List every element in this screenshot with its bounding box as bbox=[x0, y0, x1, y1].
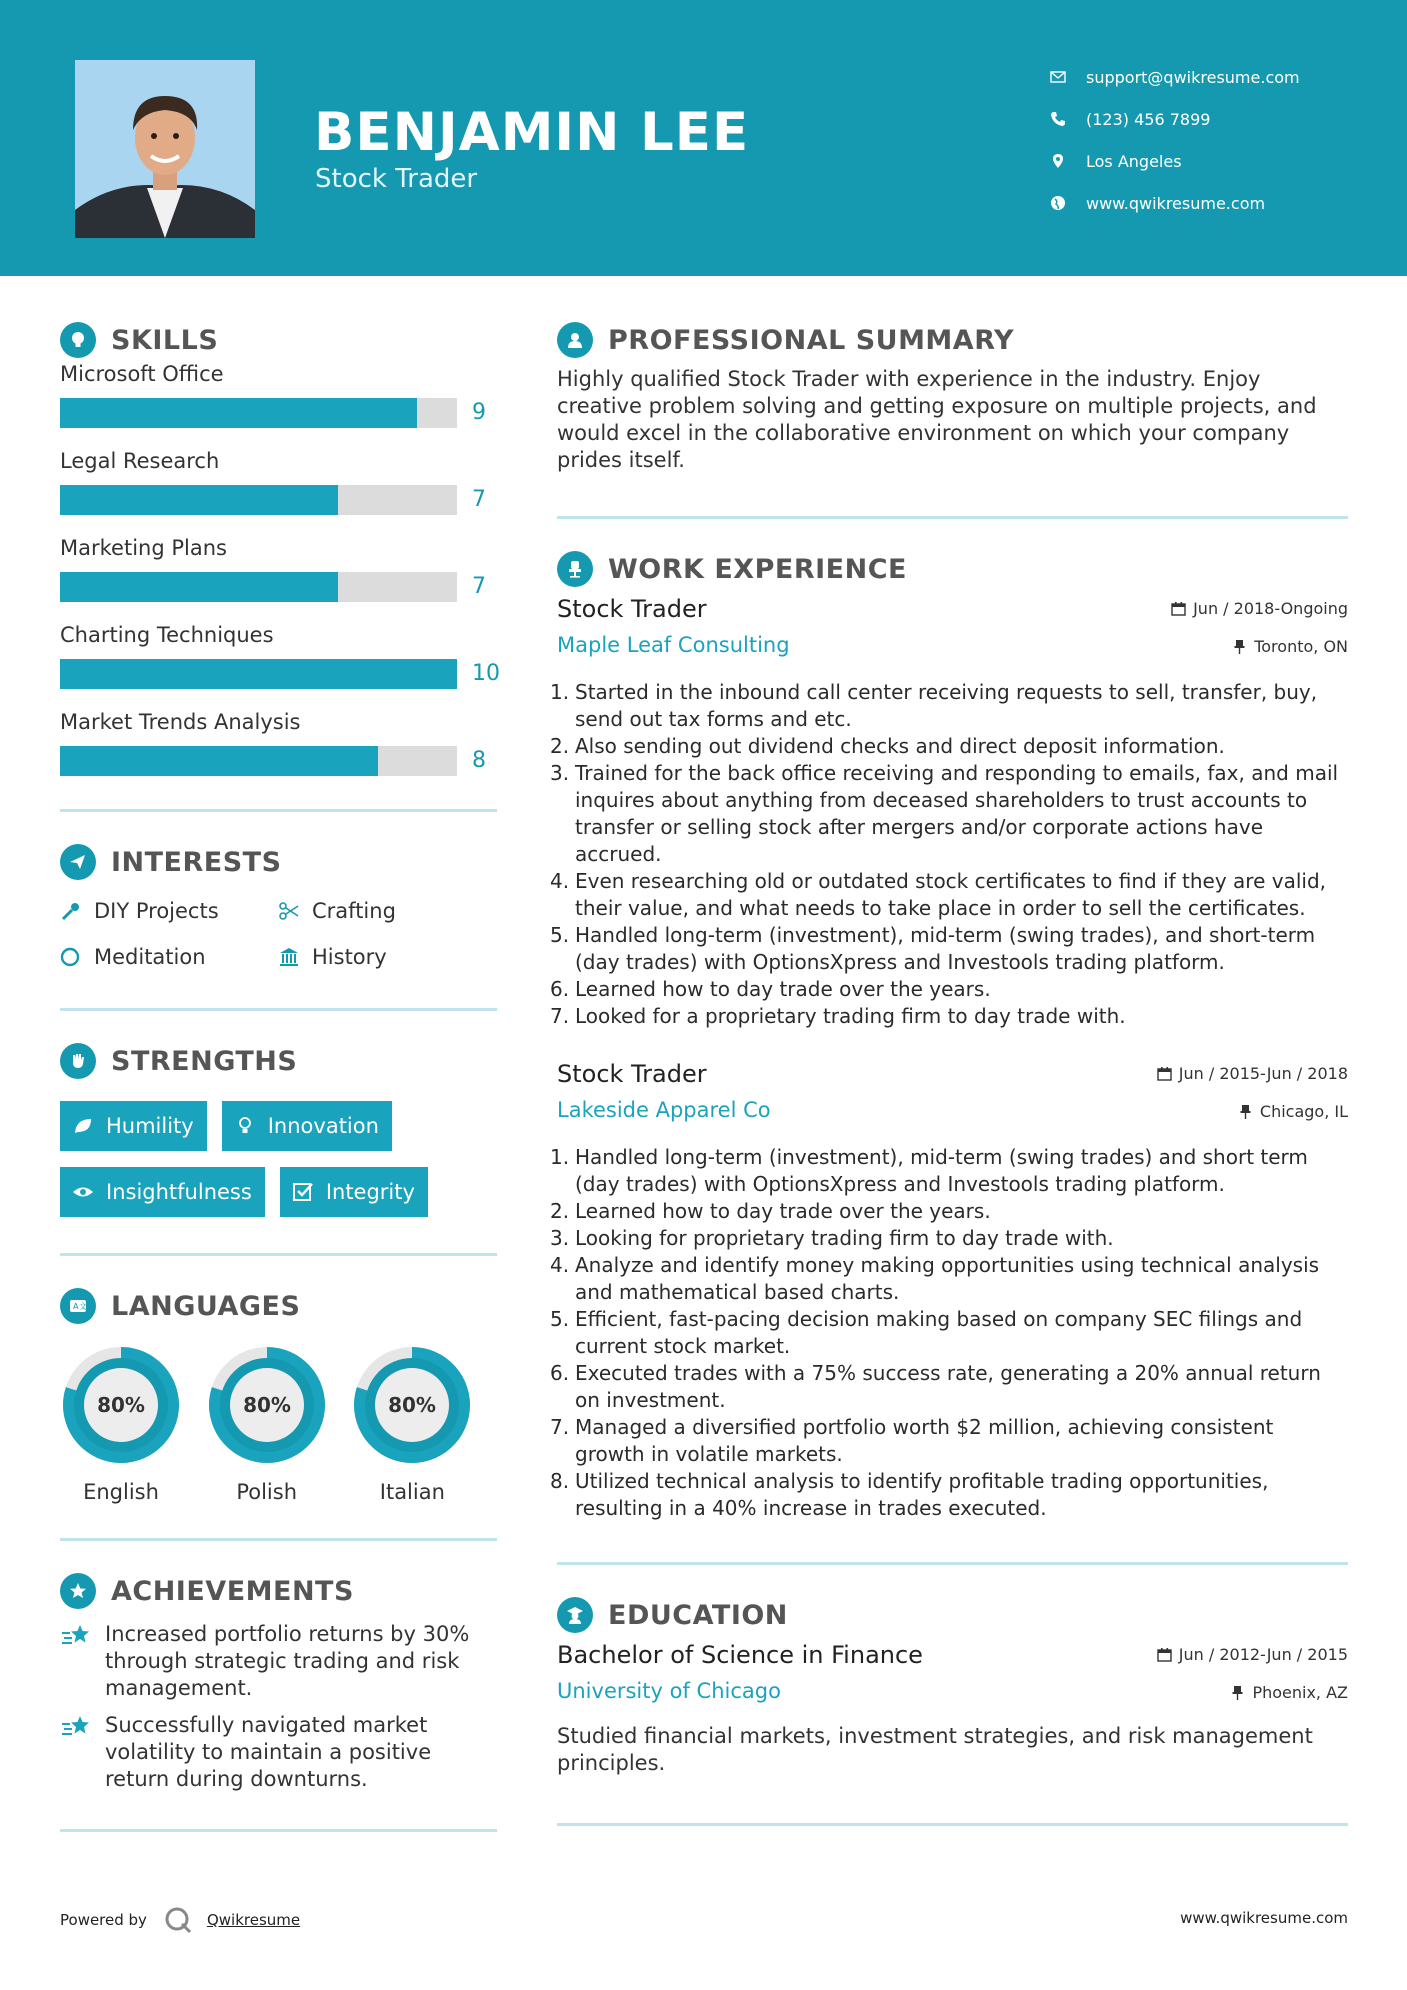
language-name: Polish bbox=[236, 1480, 298, 1504]
brand-link[interactable]: Qwikresume bbox=[206, 1911, 301, 1929]
job-location bbox=[1238, 1102, 1348, 1121]
strength-badge bbox=[222, 1101, 392, 1151]
contact-website-text: www.qwikresume.com bbox=[1086, 193, 1266, 213]
skill-item bbox=[60, 621, 500, 708]
language-level: 80% bbox=[97, 1393, 145, 1417]
skill-bar-track bbox=[60, 485, 457, 515]
leaf-icon bbox=[72, 1115, 94, 1137]
languages-heading bbox=[60, 1286, 497, 1326]
profile-photo bbox=[75, 60, 255, 238]
strength-label: Integrity bbox=[325, 1180, 415, 1204]
left-column bbox=[60, 276, 500, 1832]
strength-label: Humility bbox=[106, 1114, 194, 1138]
job-date bbox=[1171, 599, 1348, 618]
education-title: EDUCATION bbox=[608, 1599, 788, 1631]
phone-icon bbox=[1050, 111, 1086, 127]
eye-icon bbox=[72, 1181, 94, 1203]
language-item bbox=[206, 1344, 352, 1504]
scissors-icon bbox=[278, 900, 312, 922]
list-item: 5. Efficient, fast-pacing decision making based on company SEC filings and current stock market. bbox=[550, 1307, 1303, 1358]
school-name[interactable]: University of Chicago bbox=[557, 1679, 781, 1703]
language-item bbox=[60, 1344, 206, 1504]
achievements-title: ACHIEVEMENTS bbox=[111, 1575, 354, 1607]
circle-icon bbox=[60, 946, 94, 968]
job-location-text: Toronto, ON bbox=[1254, 637, 1348, 656]
wrench-icon bbox=[60, 900, 94, 922]
language-level: 80% bbox=[242, 1393, 291, 1417]
job-location bbox=[1232, 637, 1348, 656]
contact-email[interactable] bbox=[1050, 56, 1300, 98]
strengths-title: STRENGTHS bbox=[111, 1045, 298, 1077]
summary-title: PROFESSIONAL SUMMARY bbox=[608, 324, 1015, 356]
language-ring bbox=[351, 1344, 473, 1466]
list-item: 6. Executed trades with a 75% success rate, generating a 20% annual return on investment. bbox=[550, 1361, 1321, 1412]
calendar-icon bbox=[1157, 1066, 1172, 1081]
list-item: 7. Managed a diversified portfolio worth $2 million, achieving consistent growth in volatile markets. bbox=[550, 1415, 1274, 1466]
language-level: 80% bbox=[388, 1393, 437, 1417]
education-location-text: Phoenix, AZ bbox=[1252, 1683, 1348, 1702]
paper-plane-icon bbox=[60, 844, 96, 880]
list-item: 5. Handled long-term (investment), mid-term (swing trades), and short-term (day trades) with OptionsXpress and Investools trading platform. bbox=[550, 923, 1316, 974]
language-icon bbox=[60, 1288, 96, 1324]
skill-bar-fill bbox=[60, 572, 338, 602]
contact-location-text: Los Angeles bbox=[1086, 151, 1182, 171]
job-title: Stock Trader bbox=[557, 1060, 707, 1088]
strengths-heading bbox=[60, 1041, 497, 1081]
interest-item bbox=[60, 944, 278, 970]
list-item: 2. Also sending out dividend checks and direct deposit information. bbox=[550, 734, 1225, 758]
degree-title: Bachelor of Science in Finance bbox=[557, 1641, 923, 1669]
section-divider bbox=[60, 1829, 497, 1832]
skills-heading bbox=[60, 320, 497, 360]
education-description: Studied financial markets, investment strategies, and risk management principles. bbox=[557, 1724, 1313, 1775]
job-entry bbox=[550, 1060, 1348, 1522]
education-entry bbox=[557, 1641, 1348, 1777]
list-item: 3. Looking for proprietary trading firm to day trade with. bbox=[550, 1226, 1114, 1250]
interests-heading bbox=[60, 842, 497, 882]
contact-phone-text: (123) 456 7899 bbox=[1086, 109, 1211, 129]
list-item: 8. Utilized technical analysis to identify profitable trading opportunities, resulting in a 40% increase in trades executed. bbox=[550, 1469, 1269, 1520]
list-item: 1. Started in the inbound call center receiving requests to sell, transfer, buy, send out tax forms and etc. bbox=[550, 680, 1318, 731]
interests-list bbox=[60, 898, 497, 970]
svg-text:文: 文 bbox=[79, 1302, 87, 1311]
language-ring bbox=[60, 1344, 182, 1466]
museum-icon bbox=[278, 946, 312, 968]
job-company[interactable]: Maple Leaf Consulting bbox=[557, 633, 790, 657]
education-date bbox=[1157, 1645, 1348, 1664]
education-date-text: Jun / 2012-Jun / 2015 bbox=[1178, 1645, 1348, 1664]
languages-title: LANGUAGES bbox=[111, 1290, 301, 1322]
job-company[interactable]: Lakeside Apparel Co bbox=[557, 1098, 771, 1122]
skill-bar-fill bbox=[60, 485, 338, 515]
job-entry bbox=[550, 595, 1348, 1030]
lightbulb-icon bbox=[234, 1115, 256, 1137]
interest-label: DIY Projects bbox=[94, 899, 219, 923]
skill-value: 7 bbox=[472, 574, 486, 599]
interest-label: History bbox=[312, 945, 387, 969]
map-pin-icon bbox=[1050, 153, 1086, 169]
list-item: 4. Even researching old or outdated stock certificates to find if they are valid, their value, and what needs to take place in order to sell the certificates. bbox=[550, 869, 1327, 920]
experience-heading bbox=[557, 549, 1348, 589]
strength-label: Innovation bbox=[267, 1114, 379, 1138]
interest-label: Crafting bbox=[312, 899, 396, 923]
skills-list bbox=[60, 360, 500, 795]
job-location-text: Chicago, IL bbox=[1259, 1102, 1348, 1121]
resume-header bbox=[0, 0, 1407, 276]
achievement-item bbox=[60, 1712, 497, 1793]
achievement-text: Increased portfolio returns by 30% through strategic trading and risk management. bbox=[105, 1622, 470, 1700]
skill-item bbox=[60, 708, 497, 795]
interest-label: Meditation bbox=[94, 945, 206, 969]
calendar-icon bbox=[1171, 601, 1186, 616]
graduate-icon bbox=[557, 1597, 593, 1633]
skill-name: Marketing Plans bbox=[60, 536, 227, 560]
star-badge-icon bbox=[60, 1573, 96, 1609]
skill-bar-track bbox=[60, 572, 457, 602]
contact-email-text: support@qwikresume.com bbox=[1086, 67, 1300, 87]
strength-badge bbox=[60, 1101, 207, 1151]
skill-item bbox=[60, 447, 497, 534]
qwikresume-logo-icon bbox=[163, 1905, 193, 1935]
interest-item bbox=[278, 898, 478, 924]
summary-heading bbox=[557, 320, 1348, 360]
candidate-title: Stock Trader bbox=[315, 164, 478, 194]
language-ring bbox=[206, 1344, 328, 1466]
language-name: English bbox=[83, 1480, 159, 1504]
skill-name: Market Trends Analysis bbox=[60, 710, 301, 734]
language-item bbox=[351, 1344, 497, 1504]
pushpin-icon bbox=[1230, 1685, 1245, 1700]
job-date bbox=[1157, 1064, 1348, 1083]
list-item: 3. Trained for the back office receiving and responding to emails, fax, and mail inquires about anything from deceased shareholders to trust accounts to transfer or selling stock after mergers and/or corporate actions have accrued. bbox=[550, 761, 1339, 866]
skill-value: 10 bbox=[472, 661, 500, 686]
achievement-item bbox=[60, 1621, 497, 1702]
skill-value: 8 bbox=[472, 748, 486, 773]
job-bullets bbox=[550, 679, 1348, 1030]
summary-text: Highly qualified Stock Trader with experience in the industry. Enjoy creative problem solving and getting exposure on multiple projects, and would excel in the collaborative environment on which your company prides itself. bbox=[557, 367, 1317, 472]
powered-by bbox=[60, 1905, 300, 1935]
skill-name: Legal Research bbox=[60, 449, 220, 473]
list-item: 4. Analyze and identify money making opportunities using technical analysis and mathematical based charts. bbox=[550, 1253, 1320, 1304]
job-bullets bbox=[550, 1144, 1348, 1522]
skill-name: Charting Techniques bbox=[60, 623, 274, 647]
list-item: 1. Handled long-term (investment), mid-term (swing trades) and short term (day trades) with OptionsXpress and Investools trading platform. bbox=[550, 1145, 1308, 1196]
education-heading bbox=[557, 1595, 1348, 1635]
list-item: 2. Learned how to day trade over the years. bbox=[550, 1199, 991, 1223]
skill-bar-fill bbox=[60, 659, 457, 689]
strength-label: Insightfulness bbox=[106, 1180, 252, 1204]
checkbox-icon bbox=[292, 1181, 314, 1203]
svg-text:A: A bbox=[73, 1302, 79, 1311]
skill-bar-fill bbox=[60, 398, 417, 428]
language-name: Italian bbox=[379, 1480, 445, 1504]
hand-icon bbox=[60, 1043, 96, 1079]
contact-list bbox=[1050, 56, 1300, 224]
achievements-heading bbox=[60, 1571, 497, 1611]
skill-bar-track bbox=[60, 746, 457, 776]
interest-item bbox=[278, 944, 478, 970]
lightbulb-icon bbox=[60, 322, 96, 358]
strength-badge bbox=[60, 1167, 265, 1217]
contact-location bbox=[1050, 140, 1300, 182]
languages-list bbox=[60, 1344, 497, 1504]
footer-url[interactable]: www.qwikresume.com bbox=[1180, 1909, 1348, 1927]
skill-value: 9 bbox=[472, 400, 486, 425]
skill-item bbox=[60, 534, 497, 621]
skills-title: SKILLS bbox=[111, 324, 219, 356]
right-column bbox=[550, 276, 1348, 1826]
skill-item bbox=[60, 360, 497, 447]
job-date-text: Jun / 2015-Jun / 2018 bbox=[1178, 1064, 1348, 1083]
calendar-icon bbox=[1157, 1647, 1172, 1662]
section-divider bbox=[557, 1823, 1348, 1826]
job-title: Stock Trader bbox=[557, 595, 707, 623]
job-date-text: Jun / 2018-Ongoing bbox=[1193, 599, 1348, 618]
skill-bar-fill bbox=[60, 746, 378, 776]
contact-website[interactable] bbox=[1050, 182, 1300, 224]
skill-value: 7 bbox=[472, 487, 486, 512]
shooting-star-icon bbox=[60, 1621, 105, 1702]
skill-bar-track bbox=[60, 659, 457, 689]
achievement-text: Successfully navigated market volatility to maintain a positive return during downturns. bbox=[105, 1713, 432, 1791]
user-icon bbox=[557, 322, 593, 358]
globe-icon bbox=[1050, 195, 1086, 211]
contact-phone[interactable] bbox=[1050, 98, 1300, 140]
envelope-icon bbox=[1050, 69, 1086, 85]
interest-item bbox=[60, 898, 278, 924]
experience-title: WORK EXPERIENCE bbox=[608, 553, 907, 585]
shooting-star-icon bbox=[60, 1712, 105, 1793]
pushpin-icon bbox=[1238, 1104, 1253, 1119]
office-chair-icon bbox=[557, 551, 593, 587]
education-location bbox=[1230, 1683, 1348, 1702]
list-item: 6. Learned how to day trade over the years. bbox=[550, 977, 991, 1001]
skill-name: Microsoft Office bbox=[60, 362, 224, 386]
interests-title: INTERESTS bbox=[111, 846, 282, 878]
powered-by-label: Powered by bbox=[60, 1911, 147, 1929]
pushpin-icon bbox=[1232, 639, 1247, 654]
strength-badge bbox=[280, 1167, 428, 1217]
skill-bar-track bbox=[60, 398, 457, 428]
strengths-list bbox=[60, 1101, 497, 1217]
list-item: 7. Looked for a proprietary trading firm to day trade with. bbox=[550, 1004, 1126, 1028]
candidate-name: BENJAMIN LEE bbox=[314, 102, 750, 163]
page-footer bbox=[60, 1897, 1348, 1933]
